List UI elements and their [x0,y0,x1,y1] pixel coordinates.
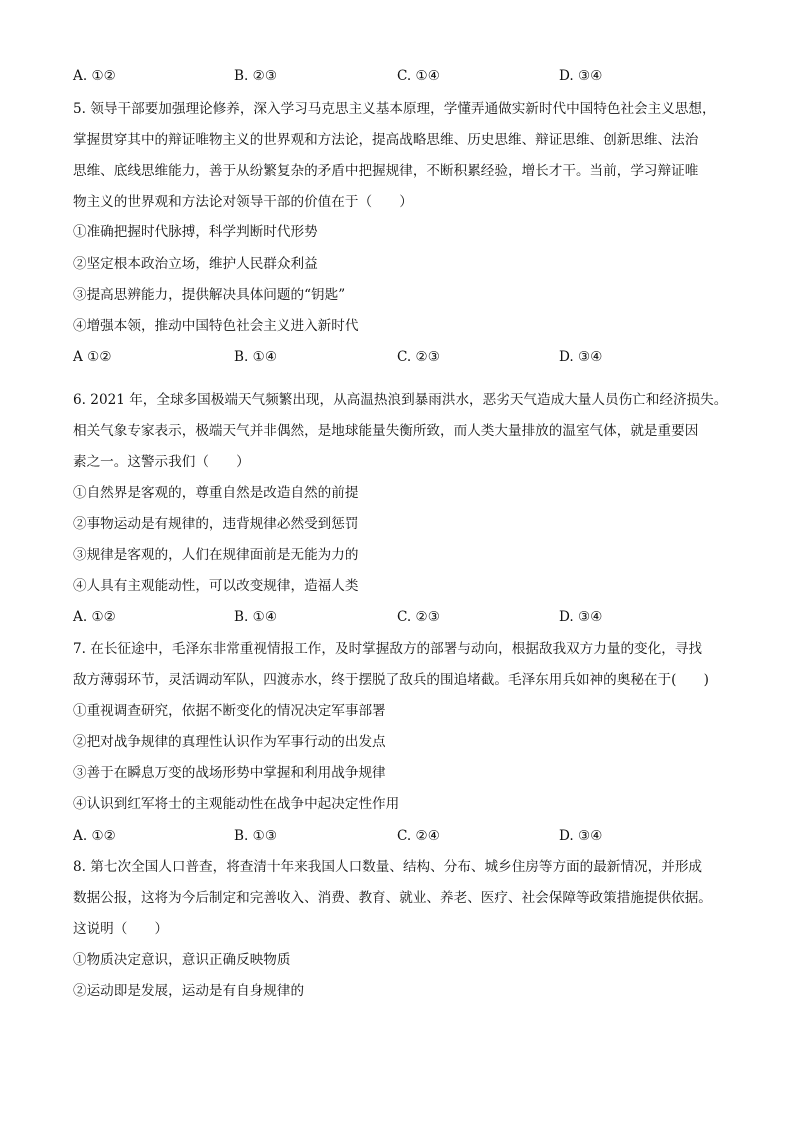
q7-option-a: A. ①② [73,828,116,844]
q6-option-a: A. ①② [73,609,116,625]
q5-options [73,347,733,367]
q7-item-2: ②把对战争规律的真理性认识作为军事行动的出发点 [73,734,386,750]
q5-item-4: ④增强本领，推动中国特色社会主义进入新时代 [73,318,359,334]
q7-item-3: ③善于在瞬息万变的战场形势中掌握和利用战争规律 [73,765,386,781]
q8-item-2: ②运动即是发展，运动是有自身规律的 [73,983,305,999]
q7-option-b: B. ①③ [234,828,278,844]
q5-item-2: ②坚定根本政治立场，维护人民群众利益 [73,256,318,272]
q8-item-1: ①物质决定意识，意识正确反映物质 [73,952,291,968]
q6-stem-line-1: 6. 2021 年，全球多国极端天气频繁出现，从高温热浪到暴雨洪水，恶劣天气造成大量人员伤亡和经济损失。 [73,392,728,408]
q5-option-b: B. ①④ [234,349,278,365]
q4-option-d: D. ③④ [559,68,603,84]
q4-options [73,66,733,86]
q4-option-a: A. ①② [73,68,116,84]
q8-stem-line-2: 数据公报，这将为今后制定和完善收入、消费、教育、就业、养老、医疗、社会保障等政策措施提供依据。 [73,890,712,906]
q6-item-2: ②事物运动是有规律的，违背规律必然受到惩罚 [73,516,359,532]
q7-item-1: ①重视调查研究，依据不断变化的情况决定军事部署 [73,703,386,719]
q8-stem-line-3: 这说明（ ） [73,921,169,937]
q5-option-c: C. ②③ [397,349,440,365]
q5-stem-line-1: 5. 领导干部要加强理论修养，深入学习马克思主义基本原理，学懂弄通做实新时代中国特色社会主义思想， [73,101,716,117]
q6-options [73,607,733,627]
q7-options [73,826,733,846]
q5-stem-line-2: 掌握贯穿其中的辩证唯物主义的世界观和方法论，提高战略思维、历史思维、辩证思维、创新思维、法治 [73,132,699,148]
q8-stem-line-1: 8. 第七次全国人口普查，将查清十年来我国人口数量、结构、分布、城乡住房等方面的最新情况，并形成 [73,859,703,875]
q7-stem-line-1: 7. 在长征途中，毛泽东非常重视情报工作，及时掌握敌方的部署与动向，根据敌我双方力量的变化，寻找 [73,641,703,657]
q6-stem-line-2: 相关气象专家表示，极端天气并非偶然，是地球能量失衡所致，而人类大量排放的温室气体，就是重要因 [73,423,699,439]
q6-option-b: B. ①④ [234,609,278,625]
q7-option-c: C. ②④ [397,828,440,844]
q6-item-4: ④人具有主观能动性，可以改变规律，造福人类 [73,578,359,594]
q5-stem-line-4: 物主义的世界观和方法论对领导干部的价值在于（ ） [73,194,413,210]
q6-option-c: C. ②③ [397,609,440,625]
q5-option-d: D. ③④ [559,349,603,365]
q6-option-d: D. ③④ [559,609,603,625]
q6-item-3: ③规律是客观的，人们在规律面前是无能为力的 [73,547,359,563]
q4-option-b: B. ②③ [234,68,278,84]
q7-option-d: D. ③④ [559,828,603,844]
q5-item-3: ③提高思辨能力，提供解决具体问题的“钥匙” [73,287,346,303]
q5-option-a: A ①② [73,349,112,365]
q6-item-1: ①自然界是客观的，尊重自然是改造自然的前提 [73,485,359,501]
q5-stem-line-3: 思维、底线思维能力，善于从纷繁复杂的矛盾中把握规律，不断积累经验，增长才干。当前，学习辩证唯 [73,163,699,179]
q6-stem-line-3: 素之一。这警示我们（ ） [73,454,250,470]
q5-item-1: ①准确把握时代脉搏，科学判断时代形势 [73,224,318,240]
q7-stem-line-2: 敌方薄弱环节，灵活调动军队，四渡赤水，终于摆脱了敌兵的围追堵截。毛泽东用兵如神的奥秘在于( ) [73,672,709,688]
q7-item-4: ④认识到红军将士的主观能动性在战争中起决定性作用 [73,796,400,812]
q4-option-c: C. ①④ [397,68,440,84]
